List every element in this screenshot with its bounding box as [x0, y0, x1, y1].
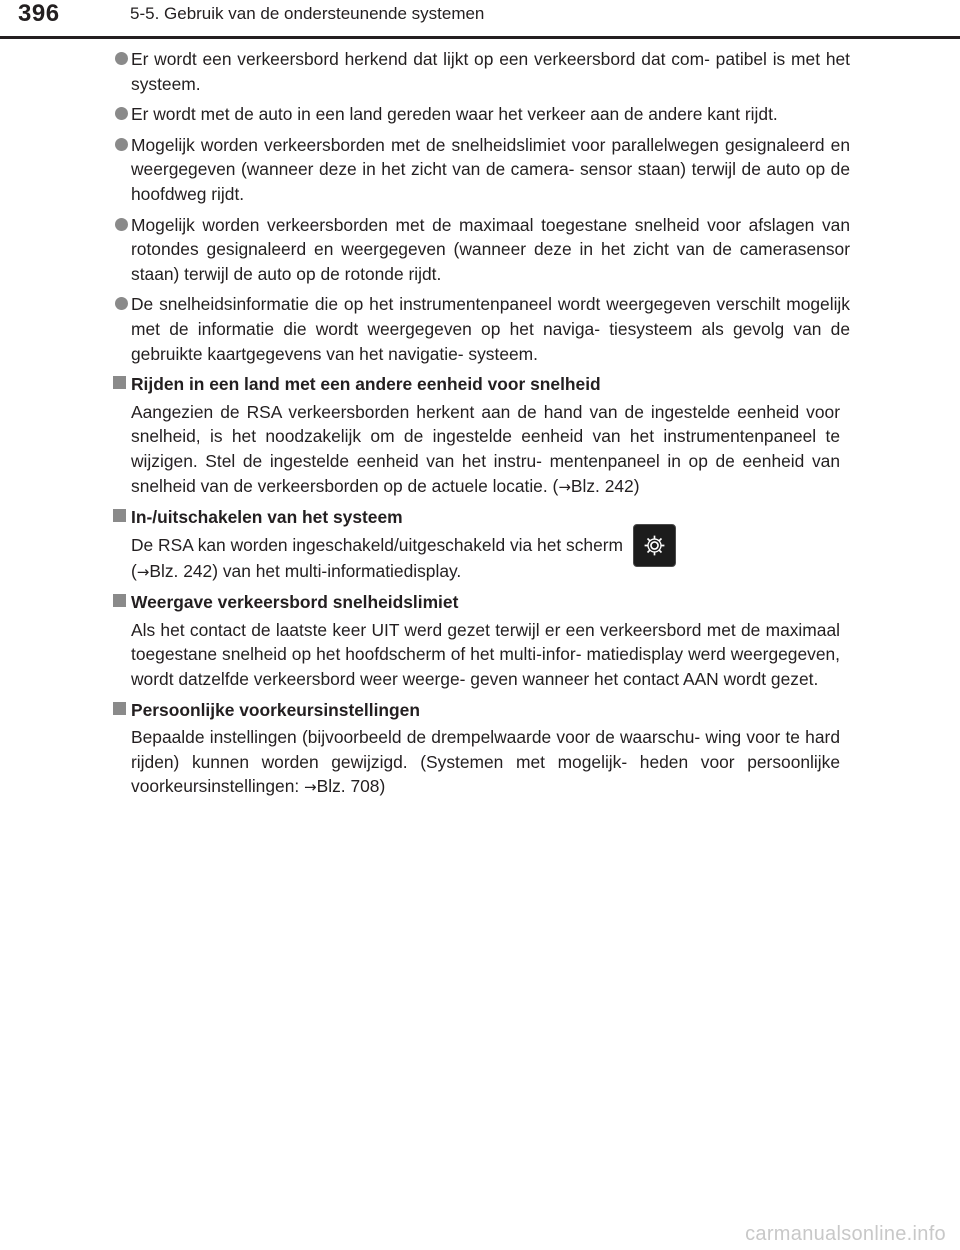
- section-body: [112, 533, 850, 585]
- bullet-item: [112, 102, 850, 127]
- section-speed-sign-display: [112, 590, 850, 691]
- bullet-dot-icon: [115, 52, 128, 65]
- section-heading-text: In-/uitschakelen van het systeem: [131, 507, 403, 528]
- section-heading-text: Rijden in een land met een andere eenheid voor snelheid: [131, 374, 601, 395]
- bullet-text: Mogelijk worden verkeersborden met de maximaal toegestane snelheid voor afslagen van rotondes gesignaleerd en weergegeven (wanneer deze in het zicht van de camerasensor staan) terwijl de auto op de rotonde rijdt.: [131, 214, 850, 284]
- section-toggle-system: [112, 505, 850, 584]
- section-body: Als het contact de laatste keer UIT werd gezet terwijl er een verkeersbord met de maximaal toegestane snelheid op het hoofdscherm of het multi-infor- matiedisplay werd weergegeven, wordt datzelfde verkeersbord weer weerge- geven wanneer het contact AAN wordt gezet.: [131, 619, 840, 689]
- settings-gear-icon: [633, 524, 676, 567]
- section-heading: [112, 590, 850, 615]
- bullet-dot-icon: [115, 297, 128, 310]
- page-reference: Blz. 242) van het multi-informatiedisplay.: [149, 560, 462, 581]
- bullet-dot-icon: [115, 218, 128, 231]
- bullet-dot-icon: [115, 138, 128, 151]
- section-heading: [112, 698, 850, 723]
- bullet-text: Er wordt met de auto in een land gereden waar het verkeer aan de andere kant rijdt.: [131, 104, 778, 125]
- section-title: 5-5. Gebruik van de ondersteunende systemen: [130, 4, 485, 23]
- section-heading-text: Weergave verkeersbord snelheidslimiet: [131, 592, 459, 613]
- section-personal-settings: [112, 698, 850, 800]
- bullet-text: Mogelijk worden verkeersborden met de snelheidslimiet voor parallelwegen gesignaleerd en weergegeven (wanneer deze in het zicht van de camera- sensor staan) terwijl de auto op de hoofdweg rijdt.: [131, 134, 850, 204]
- bullet-item: [112, 292, 850, 366]
- page-number: 396: [18, 0, 60, 27]
- page-reference: Blz. 708): [316, 776, 386, 797]
- page-header: [0, 0, 960, 40]
- body-text: (: [131, 560, 137, 581]
- bullet-dot-icon: [115, 107, 128, 120]
- header-divider: [0, 36, 960, 39]
- section-body: [112, 725, 850, 800]
- arrow-icon: →: [304, 778, 317, 797]
- watermark: carmanualsonline.info: [745, 1223, 946, 1245]
- body-text: De RSA kan worden ingeschakeld/uitgeschakeld via het scherm: [131, 534, 624, 555]
- section-heading: [112, 372, 850, 397]
- square-bullet-icon: [113, 509, 126, 522]
- arrow-icon: →: [136, 562, 150, 581]
- bullet-text: De snelheidsinformatie die op het instrumentenpaneel wordt weergegeven verschilt mogelijk met de informatie die wordt weergegeven op het naviga- tiesysteem als gevolg van de gebruikte kaartgegevens van het navigatie- systeem.: [131, 294, 850, 364]
- section-heading-text: Persoonlijke voorkeursinstellingen: [131, 699, 420, 720]
- body-text: Aangezien de RSA verkeersborden herkent aan de hand van de ingestelde eenheid voor snelheid, is het noodzakelijk om de ingestelde eenheid van het instrumentenpaneel te wijzigen. Stel de ingestelde eenheid van het instru- mentenpaneel in op de eenheid van snelheid van de verkeersborden op de actuele locatie. (: [131, 401, 840, 496]
- page-content: [112, 47, 850, 806]
- bullet-item: [112, 213, 850, 287]
- bullet-item: [112, 47, 850, 96]
- section-heading: [112, 505, 850, 530]
- section-body: [112, 400, 850, 499]
- arrow-icon: →: [558, 477, 571, 496]
- square-bullet-icon: [113, 594, 126, 607]
- page-reference: Blz. 242): [570, 475, 640, 496]
- section-speed-units: [112, 372, 850, 499]
- bullet-item: [112, 133, 850, 207]
- bullet-text: Er wordt een verkeersbord herkend dat lijkt op een verkeersbord dat com- patibel is met het systeem.: [131, 49, 850, 94]
- square-bullet-icon: [113, 376, 126, 389]
- body-text: Bepaalde instellingen (bijvoorbeeld de drempelwaarde voor de waarschu- wing voor te hard rijden) kunnen worden gewijzigd. (Systemen met mogelijk- heden voor persoonlijke voorkeursinstellingen:: [131, 727, 840, 797]
- square-bullet-icon: [113, 702, 126, 715]
